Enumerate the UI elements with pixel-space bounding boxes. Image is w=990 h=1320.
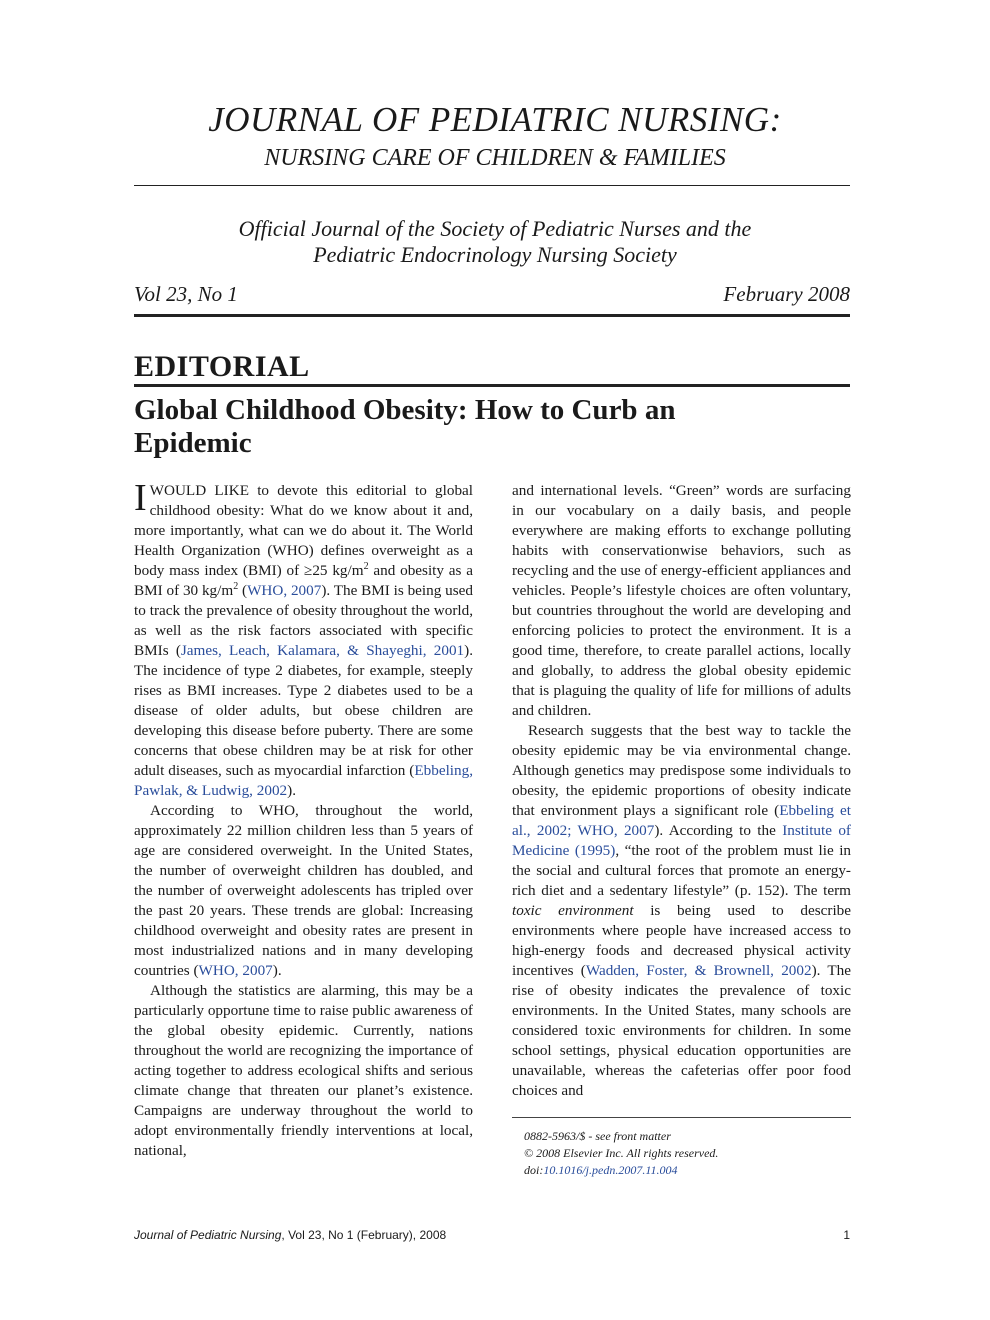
section-divider [134,384,850,387]
doi-link[interactable]: 10.1016/j.pedn.2007.11.004 [543,1163,678,1177]
volume-issue: Vol 23, No 1 [134,282,238,306]
citation-link[interactable]: WHO, 2007 [247,582,322,599]
issn-line: 0882-5963/$ - see front matter [524,1129,671,1143]
official-journal-statement [0,216,990,268]
citation-link[interactable]: Institute of Medicine (1995) [512,822,851,859]
issue-divider [134,314,850,317]
paragraph: Research suggests that the best way to tackle the obesity epidemic may be via environmental change. Although genetics may predispose some individuals to obesity, the epidemic proportions of obesity indicate that environment plays a significant role (Ebbeling et al., 2002; WHO, 2007). According to the Institute of Medicine (1995), “the root of the problem must lie in the social and cultural forces that promote an energy-rich diet and a sedentary lifestyle” (p. 152). The term toxic environment is being used to describe environments where people have increased access to high-energy foods and decreased physical activity incentives (Wadden, Foster, & Brownell, 2002). The rise of obesity indicates the prevalence of toxic environments. In the United States, many schools are considered toxic environments for children. In some school settings, physical education opportunities are unavailable, whereas the cafeterias offer poor food choices and [512,722,852,1099]
paragraph: Although the statistics are alarming, this may be a particularly opportune time to raise public awareness of the global obesity epidemic. Currently, nations throughout the world are recognizing the importance of acting together to address ecological shifts and serious climate change that threaten our planet’s existence. Campaigns are underway throughout the world to adopt environmentally friendly interventions at local, national, [134,982,473,1159]
official-line-2: Pediatric Endocrinology Nursing Society [313,242,677,267]
paragraph: According to WHO, throughout the world, approximately 22 million children less than 5 years of age are considered overweight. In the United States, the number of overweight children has doubled, and the number of overweight adolescents has tripled over the past 20 years. These trends are global: Increasing childhood overweight and obesity rates are present in most industrialized nations and in many developing countries (WHO, 2007). [134,802,473,979]
official-line-1: Official Journal of the Society of Pediatric Nurses and the [238,216,752,241]
journal-subtitle: NURSING CARE OF CHILDREN & FAMILIES [264,145,726,171]
footnote-divider [512,1117,851,1118]
doi-line: doi:10.1016/j.pedn.2007.11.004 [524,1163,678,1177]
footer-journal-name: Journal of Pediatric Nursing [134,1228,282,1242]
copyright-line: © 2008 Elsevier Inc. All rights reserved. [524,1146,719,1160]
citation-link[interactable]: Ebbeling, Pawlak, & Ludwig, 2002 [134,762,473,799]
citation-link[interactable]: Ebbeling et al., 2002; WHO, 2007 [512,802,851,839]
right-column [512,481,851,1101]
drop-cap: I [134,477,147,519]
paragraph: and international levels. “Green” words are surfacing in our vocabulary on a daily basis, and people everywhere are making efforts to exchange polluting habits with conservationwise behaviors, such as recycling and the use of energy-efficient appliances and vehicles. People’s lifestyle choices are often voluntary, but countries throughout the world are developing and enforcing policies to protect the environment. It is a good time, therefore, to create parallel actions, locally and globally, to address the global obesity epidemic that is plaguing the quality of life for millions of adults and children. [512,482,851,719]
citation-link[interactable]: WHO, 2007 [198,962,273,979]
footnote [524,1128,718,1179]
issue-date: February 2008 [723,282,850,306]
left-column [134,477,473,1161]
masthead-divider [134,185,850,186]
citation-link[interactable]: James, Leach, Kalamara, & Shayeghi, 2001 [180,642,465,659]
paragraph: IWOULD LIKE to devote this editorial to global childhood obesity: What do we know about it and, more importantly, what can we do about it. The World Health Organization (WHO) defines overweight as a body mass index (BMI) of ≥25 $kg/m^2$ and obesity as a BMI of 30 $kg/m^2$ (WHO, 2007). The BMI is being used to track the prevalence of obesity throughout the world, as well as the risk factors associated with specific BMIs (James, Leach, Kalamara, & Shayeghi, 2001). The incidence of type 2 diabetes, for example, steeply rises as BMI increases. Type 2 diabetes used to be a disease of older adults, but obese children are developing this disease before puberty. There are some concerns that obese children may be at risk for other adult diseases, such as myocardial infarction (Ebbeling, Pawlak, & Ludwig, 2002). [134,477,473,799]
article-title: Global Childhood Obesity: How to Curb an Epidemic [134,394,676,459]
section-heading: EDITORIAL [134,350,310,383]
journal-title: JOURNAL OF PEDIATRIC NURSING: [208,100,782,139]
page-number: 1 [843,1228,850,1242]
citation-link[interactable]: Wadden, Foster, & Brownell, 2002 [585,962,812,979]
running-footer [134,1228,446,1242]
footer-citation: , Vol 23, No 1 (February), 2008 [281,1228,447,1242]
